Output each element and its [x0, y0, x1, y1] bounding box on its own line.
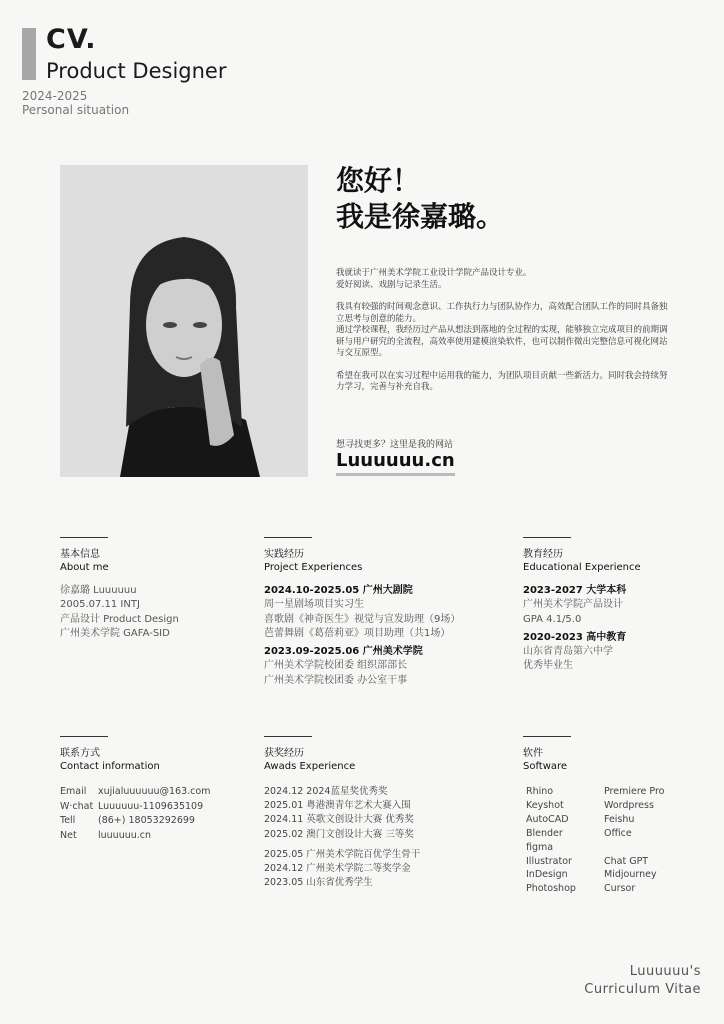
award-item: 2024.12 广州美术学院二等奖学金	[264, 863, 411, 875]
software-item: InDesign	[526, 869, 568, 881]
about-line: 2005.07.11 INTJ	[60, 599, 140, 611]
software-item	[604, 841, 664, 855]
software-item: Wordpress	[604, 799, 654, 811]
project-item: 喜歌剧《神奇医生》视觉与宣发助理（9场）	[264, 613, 461, 625]
project-item: 广州美术学院校团委 办公室干事	[264, 674, 408, 686]
header-accent-bar	[22, 28, 36, 80]
software-item: Cursor	[604, 883, 636, 895]
section-divider	[523, 537, 571, 538]
software-item: Feishu	[604, 813, 635, 825]
years-label: 2024-2025	[22, 89, 88, 103]
award-item: 2024.12 2024蓝星奖优秀奖	[264, 786, 388, 797]
intro-paragraph: 希望在我可以在实习过程中运用我的能力，为团队项目贡献一些新活力。同时我会持续努力学习，完善与补充自我。	[336, 370, 668, 392]
section-subtitle: Educational Experience	[523, 562, 641, 573]
section-title: 获奖经历	[264, 748, 304, 759]
role-title: Product Designer	[46, 59, 227, 83]
education-head: 2023-2027 大学本科	[523, 585, 627, 596]
greeting-line-2: 我是徐嘉璐。	[336, 200, 505, 233]
software-column-2	[604, 785, 664, 896]
section-title: 教育经历	[523, 549, 563, 560]
award-item: 2023.05 山东省优秀学生	[264, 877, 373, 889]
section-subtitle: About me	[60, 562, 109, 573]
section-subtitle: Contact information	[60, 761, 160, 772]
project-head: 2023.09-2025.06 广州美术学院	[264, 646, 423, 658]
portrait-photo	[60, 165, 308, 477]
section-subtitle: Software	[523, 761, 568, 772]
about-section	[60, 537, 179, 641]
project-head: 2024.10-2025.05 广州大剧院	[264, 585, 413, 596]
award-item: 2025.02 澳门文创设计大赛 三等奖	[264, 828, 414, 840]
intro-paragraph: 我就读于广州美术学院工业设计学院产品设计专业。 爱好阅读、戏剧与记录生活。	[336, 268, 532, 290]
software-column-1	[526, 785, 604, 896]
software-item: Photoshop	[526, 883, 576, 895]
section-divider	[523, 736, 571, 737]
contact-wechat	[60, 800, 210, 815]
section-title: 联系方式	[60, 748, 100, 759]
section-subtitle: Awads Experience	[264, 761, 356, 772]
contact-key: Tell	[60, 815, 76, 827]
software-item: Illustrator	[526, 855, 572, 867]
contact-email	[60, 785, 210, 800]
section-title: 实践经历	[264, 549, 304, 560]
award-item: 2025.01 粤港澳青年艺术大赛入围	[264, 800, 411, 812]
section-divider	[60, 736, 108, 737]
portrait-illustration	[60, 165, 308, 477]
footer-owner: Luuuuuu's	[629, 964, 701, 979]
website-link[interactable]: Luuuuuu.cn	[336, 450, 455, 476]
education-item: 广州美术学院产品设计	[523, 599, 623, 611]
software-item: Rhino	[526, 786, 554, 797]
education-head: 2020-2023 高中教育	[523, 631, 627, 643]
contact-value[interactable]: xujialuuuuuu@163.com	[98, 786, 211, 797]
contact-net	[60, 829, 210, 844]
contact-key: Email	[60, 786, 87, 797]
contact-phone	[60, 814, 210, 829]
contact-key: W·chat	[60, 800, 94, 812]
software-item: Blender	[526, 827, 563, 839]
contact-value: Luuuuuu-1109635109	[98, 800, 204, 812]
contact-value: (86+) 18053292699	[98, 815, 195, 827]
cv-title: CV.	[46, 24, 97, 55]
award-item: 2025.05 广州美术学院百优学生骨干	[264, 848, 421, 860]
intro-text	[336, 268, 671, 405]
awards-section	[264, 736, 420, 890]
award-item: 2024.11 英歌文创设计大赛 优秀奖	[264, 814, 414, 826]
education-item: GPA 4.1/5.0	[523, 613, 582, 625]
software-item: figma	[526, 841, 554, 853]
software-item: AutoCAD	[526, 813, 569, 825]
software-item: Premiere Pro	[604, 786, 665, 797]
site-prompt: 想寻找更多？这里是我的网站	[336, 440, 454, 450]
about-line: 广州美术学院 GAFA-SID	[60, 627, 170, 639]
contact-value[interactable]: luuuuuu.cn	[98, 829, 152, 841]
about-line: 产品设计 Product Design	[60, 613, 179, 625]
section-divider	[264, 537, 312, 538]
software-item: Office	[604, 827, 632, 839]
projects-section	[264, 537, 460, 688]
software-section	[523, 736, 664, 896]
situation-label: Personal situation	[22, 103, 130, 117]
section-divider	[60, 537, 108, 538]
footer-doc-name: Curriculum Vitae	[584, 982, 701, 997]
project-item: 广州美术学院校团委 组织部部长	[264, 660, 408, 672]
about-line: 徐嘉璐 Luuuuuu	[60, 585, 137, 596]
greeting-line-1: 您好！	[336, 164, 421, 197]
project-item: 周一星剧场项目实习生	[264, 599, 364, 611]
section-title: 软件	[523, 748, 543, 759]
project-item: 芭蕾舞剧《葛蓓莉亚》项目助理（共1场）	[264, 627, 451, 639]
software-item: Keyshot	[526, 799, 564, 811]
section-divider	[264, 736, 312, 737]
section-subtitle: Project Experiences	[264, 562, 363, 573]
education-item: 优秀毕业生	[523, 660, 573, 672]
education-section	[523, 537, 641, 674]
software-item: Midjourney	[604, 869, 657, 881]
contact-section	[60, 736, 210, 843]
contact-key: Net	[60, 829, 77, 841]
education-item: 山东省青岛第六中学	[523, 646, 613, 658]
software-item: Chat GPT	[604, 855, 649, 867]
intro-paragraph: 我具有较强的时间观念意识、工作执行力与团队协作力，高效配合团队工作的同时具备独立思考与创意的能力。 通过学校课程，我经历过产品从想法到落地的全过程的实现，能够独立完成项目的前期调研与用户研究的全流程，高效率使用建模渲染软件，也可以制作微出完整信息可视化网站与交互原型。	[336, 302, 668, 358]
section-title: 基本信息	[60, 549, 100, 560]
